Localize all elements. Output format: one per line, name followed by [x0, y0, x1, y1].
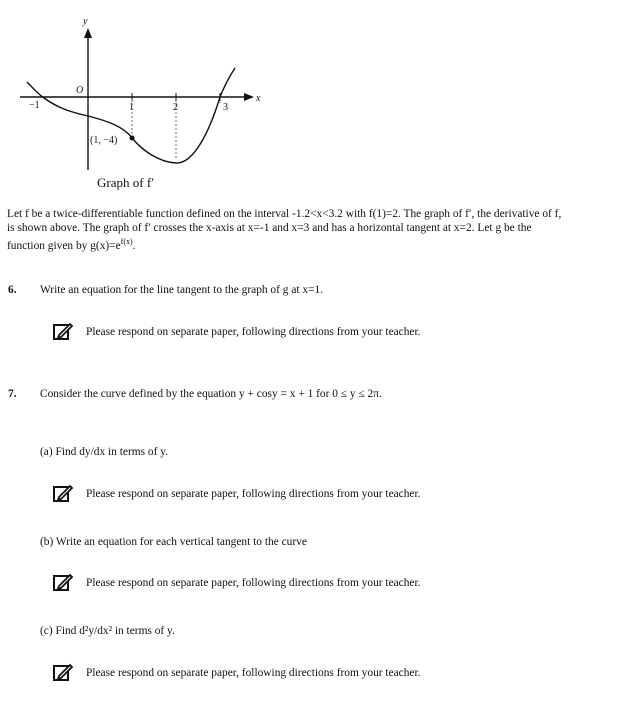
pencil-edit-icon	[52, 484, 74, 504]
response-text: Please respond on separate paper, following directions from your teacher.	[86, 577, 421, 589]
intro-paragraph	[7, 207, 607, 253]
question-6-number: 6.	[8, 284, 17, 296]
pencil-edit-icon	[52, 322, 74, 342]
response-text: Please respond on separate paper, following directions from your teacher.	[86, 667, 421, 679]
part-b: (b) Write an equation for each vertical tangent to the curve	[40, 536, 307, 548]
f-prime-curve	[27, 68, 235, 163]
point-label: (1, −4)	[90, 135, 118, 146]
response-box-6[interactable]	[52, 322, 421, 342]
y-axis-label: y	[83, 16, 88, 27]
x-axis-arrow	[244, 93, 254, 101]
pencil-edit-icon	[52, 573, 74, 593]
response-box-7c[interactable]	[52, 663, 421, 683]
x-axis-label: x	[256, 93, 261, 104]
origin-label: O	[76, 85, 84, 96]
y-axis-arrow	[84, 28, 92, 38]
pencil-edit-icon	[52, 663, 74, 683]
response-box-7b[interactable]	[52, 573, 421, 593]
question-6-text: Write an equation for the line tangent to the graph of g at x=1.	[40, 284, 324, 296]
response-box-7a[interactable]	[52, 484, 421, 504]
response-text: Please respond on separate paper, following directions from your teacher.	[86, 488, 421, 500]
intro-line-3	[7, 235, 607, 253]
question-7-number: 7.	[8, 388, 17, 400]
intro-line-3-end: .	[132, 240, 136, 252]
part-a: (a) Find dy/dx in terms of y.	[40, 446, 169, 458]
tick-label-3: 3	[223, 102, 228, 113]
point-1-neg4	[130, 136, 135, 141]
response-text: Please respond on separate paper, following directions from your teacher.	[86, 326, 421, 338]
exponent: f(x)	[120, 237, 133, 246]
intro-line-2: is shown above. The graph of f′ crosses the x-axis at x=-1 and x=3 and has a horizontal tangent at x=2. Let g be the	[7, 222, 532, 234]
intro-line-3-text: function given by g(x)=e	[7, 240, 121, 252]
graph-of-f-prime	[0, 0, 290, 200]
tick-label-1: 1	[129, 102, 134, 113]
part-c: (c) Find d²y/dx² in terms of y.	[40, 625, 175, 637]
intro-line-1: Let f be a twice-differentiable function defined on the interval -1.2<x<3.2 with f(1)=2. The graph of f′, the derivative of f,	[7, 208, 562, 220]
tick-label-2: 2	[173, 102, 178, 113]
graph-caption: Graph of f′	[97, 175, 154, 190]
tick-label-neg1: −1	[29, 100, 40, 111]
question-7-text: Consider the curve defined by the equation y + cosy = x + 1 for 0 ≤ y ≤ 2π.	[40, 388, 382, 400]
